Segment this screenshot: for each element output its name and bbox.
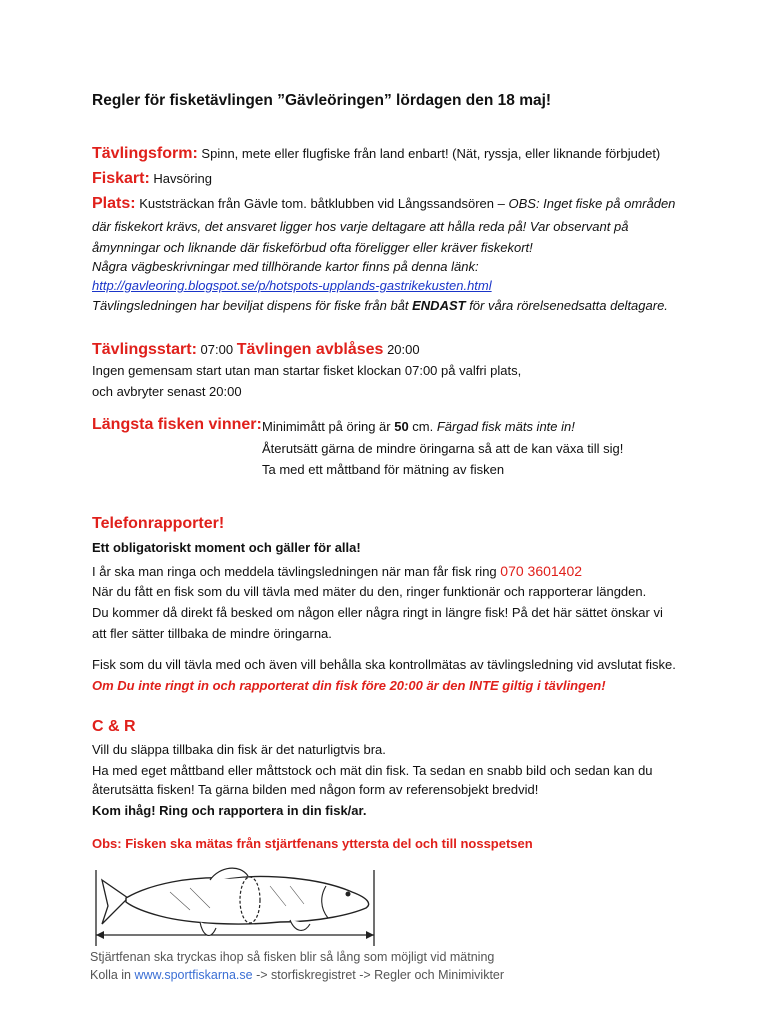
sportfiskarna-link[interactable]: www.sportfiskarna.se — [134, 968, 253, 982]
tavlingsform-row — [92, 144, 660, 164]
start-label: Tävlingsstart: — [92, 341, 197, 358]
plats-text: Kuststräckan från Gävle tom. båtklubben vid Långssandsören – — [139, 196, 509, 211]
fiskart-row — [92, 169, 212, 189]
plats-line6-a: Tävlingsledningen har beviljat dispens för fiske från båt — [92, 298, 413, 313]
plats-line2: där fiskekort krävs, det ansvaret ligger hos varje deltagare att hålla reda på! Var observant på — [92, 219, 629, 234]
page-title: Regler för fisketävlingen ”Gävleöringen” lördagen den 18 maj! — [92, 92, 552, 109]
end-label: Tävlingen avblåses — [236, 341, 384, 358]
footer-line2-b: -> storfiskregistret -> Regler och Minimivikter — [252, 968, 505, 982]
plats-line4: Några vägbeskrivningar med tillhörande kartor finns på denna länk: — [92, 259, 479, 274]
langsta-min-size: 50 — [394, 419, 409, 434]
start-line2: och avbryter senast 20:00 — [92, 384, 242, 399]
cr-line1: Vill du släppa tillbaka din fisk är det naturligtvis bra. — [92, 742, 386, 757]
langsta-label: Längsta fisken vinner: — [92, 416, 262, 433]
telefon-line5: att fler sätter tillbaka de mindre öringarna. — [92, 626, 332, 641]
start-line1: Ingen gemensam start utan man startar fisket klockan 07:00 på valfri plats, — [92, 363, 522, 378]
start-time: 07:00 — [200, 342, 234, 357]
telefon-line3: När du fått en fisk som du vill tävla med mäter du den, ringer funktionär och rapporterar längden. — [92, 584, 647, 599]
cr-line2: Ha med eget måttband eller måttstock och mät din fisk. Ta sedan en snabb bild och sedan kan du — [92, 763, 653, 778]
plats-obs: OBS: Inget fiske på områden — [508, 196, 676, 211]
footer-line2-a: Kolla in — [90, 968, 135, 982]
langsta-line1-d: Färgad fisk mäts inte in! — [436, 419, 575, 434]
fiskart-text: Havsöring — [153, 171, 212, 186]
tavlingsform-label: Tävlingsform: — [92, 145, 198, 162]
telefon-line6: Fisk som du vill tävla med och även vill behålla ska kontrollmätas av tävlingsledning vid avslutat fiske. — [92, 657, 676, 672]
langsta-line1 — [262, 417, 575, 437]
plats-label: Plats: — [92, 195, 136, 212]
telefon-heading: Telefonrapporter! — [92, 515, 225, 532]
end-time: 20:00 — [387, 342, 420, 357]
tavlingsform-text: Spinn, mete eller flugfiske från land enbart! (Nät, ryssja, eller liknande förbjudet) — [201, 146, 661, 161]
telefon-line7: Om Du inte ringt in och rapporterat din fisk före 20:00 är den INTE giltig i tävlingen! — [92, 678, 606, 693]
langsta-line3: Ta med ett måttband för mätning av fisken — [262, 462, 505, 477]
footer-line1: Stjärtfenan ska tryckas ihop så fisken blir så lång som möjligt vid mätning — [90, 950, 495, 964]
telefon-line2-text: I år ska man ringa och meddela tävlingsledningen när man får fisk ring — [92, 564, 501, 579]
plats-line6-endast: ENDAST — [412, 298, 466, 313]
plats-map-link[interactable]: http://gavleoring.blogspot.se/p/hotspots-upplands-gastrikekusten.html — [92, 278, 492, 293]
plats-line6-c: för våra rörelsenedsatta deltagare. — [465, 298, 668, 313]
plats-line3: åmynningar och liknande där fiskeförbud ofta föreligger eller kräver fiskekort! — [92, 240, 533, 255]
telefon-phone[interactable]: 070 3601402 — [500, 563, 583, 579]
cr-line4: Kom ihåg! Ring och rapportera in din fisk/ar. — [92, 803, 367, 818]
plats-line6 — [92, 296, 668, 316]
cr-heading: C & R — [92, 718, 136, 735]
telefon-line4: Du kommer då direkt få besked om någon eller några ringt in längre fisk! På det här sättet önskar vi — [92, 605, 663, 620]
cr-line3: återutsätta fisken! Ta gärna bilden med någon form av referensobjekt bredvid! — [92, 782, 539, 797]
telefon-line2 — [92, 561, 582, 582]
langsta-line1-a: Minimimått på öring är — [262, 419, 395, 434]
fiskart-label: Fiskart: — [92, 170, 150, 187]
plats-row — [92, 194, 675, 214]
langsta-line1-c: cm. — [408, 419, 437, 434]
langsta-line2: Återutsätt gärna de mindre öringarna så att de kan växa till sig! — [262, 441, 624, 456]
footer-line2 — [90, 968, 504, 982]
obs-text: Obs: Fisken ska mätas från stjärtfenans yttersta del och till nosspetsen — [92, 836, 533, 851]
start-row — [92, 340, 420, 360]
fish-measurement-icon — [90, 862, 380, 952]
telefon-line1: Ett obligatoriskt moment och gäller för alla! — [92, 540, 361, 555]
